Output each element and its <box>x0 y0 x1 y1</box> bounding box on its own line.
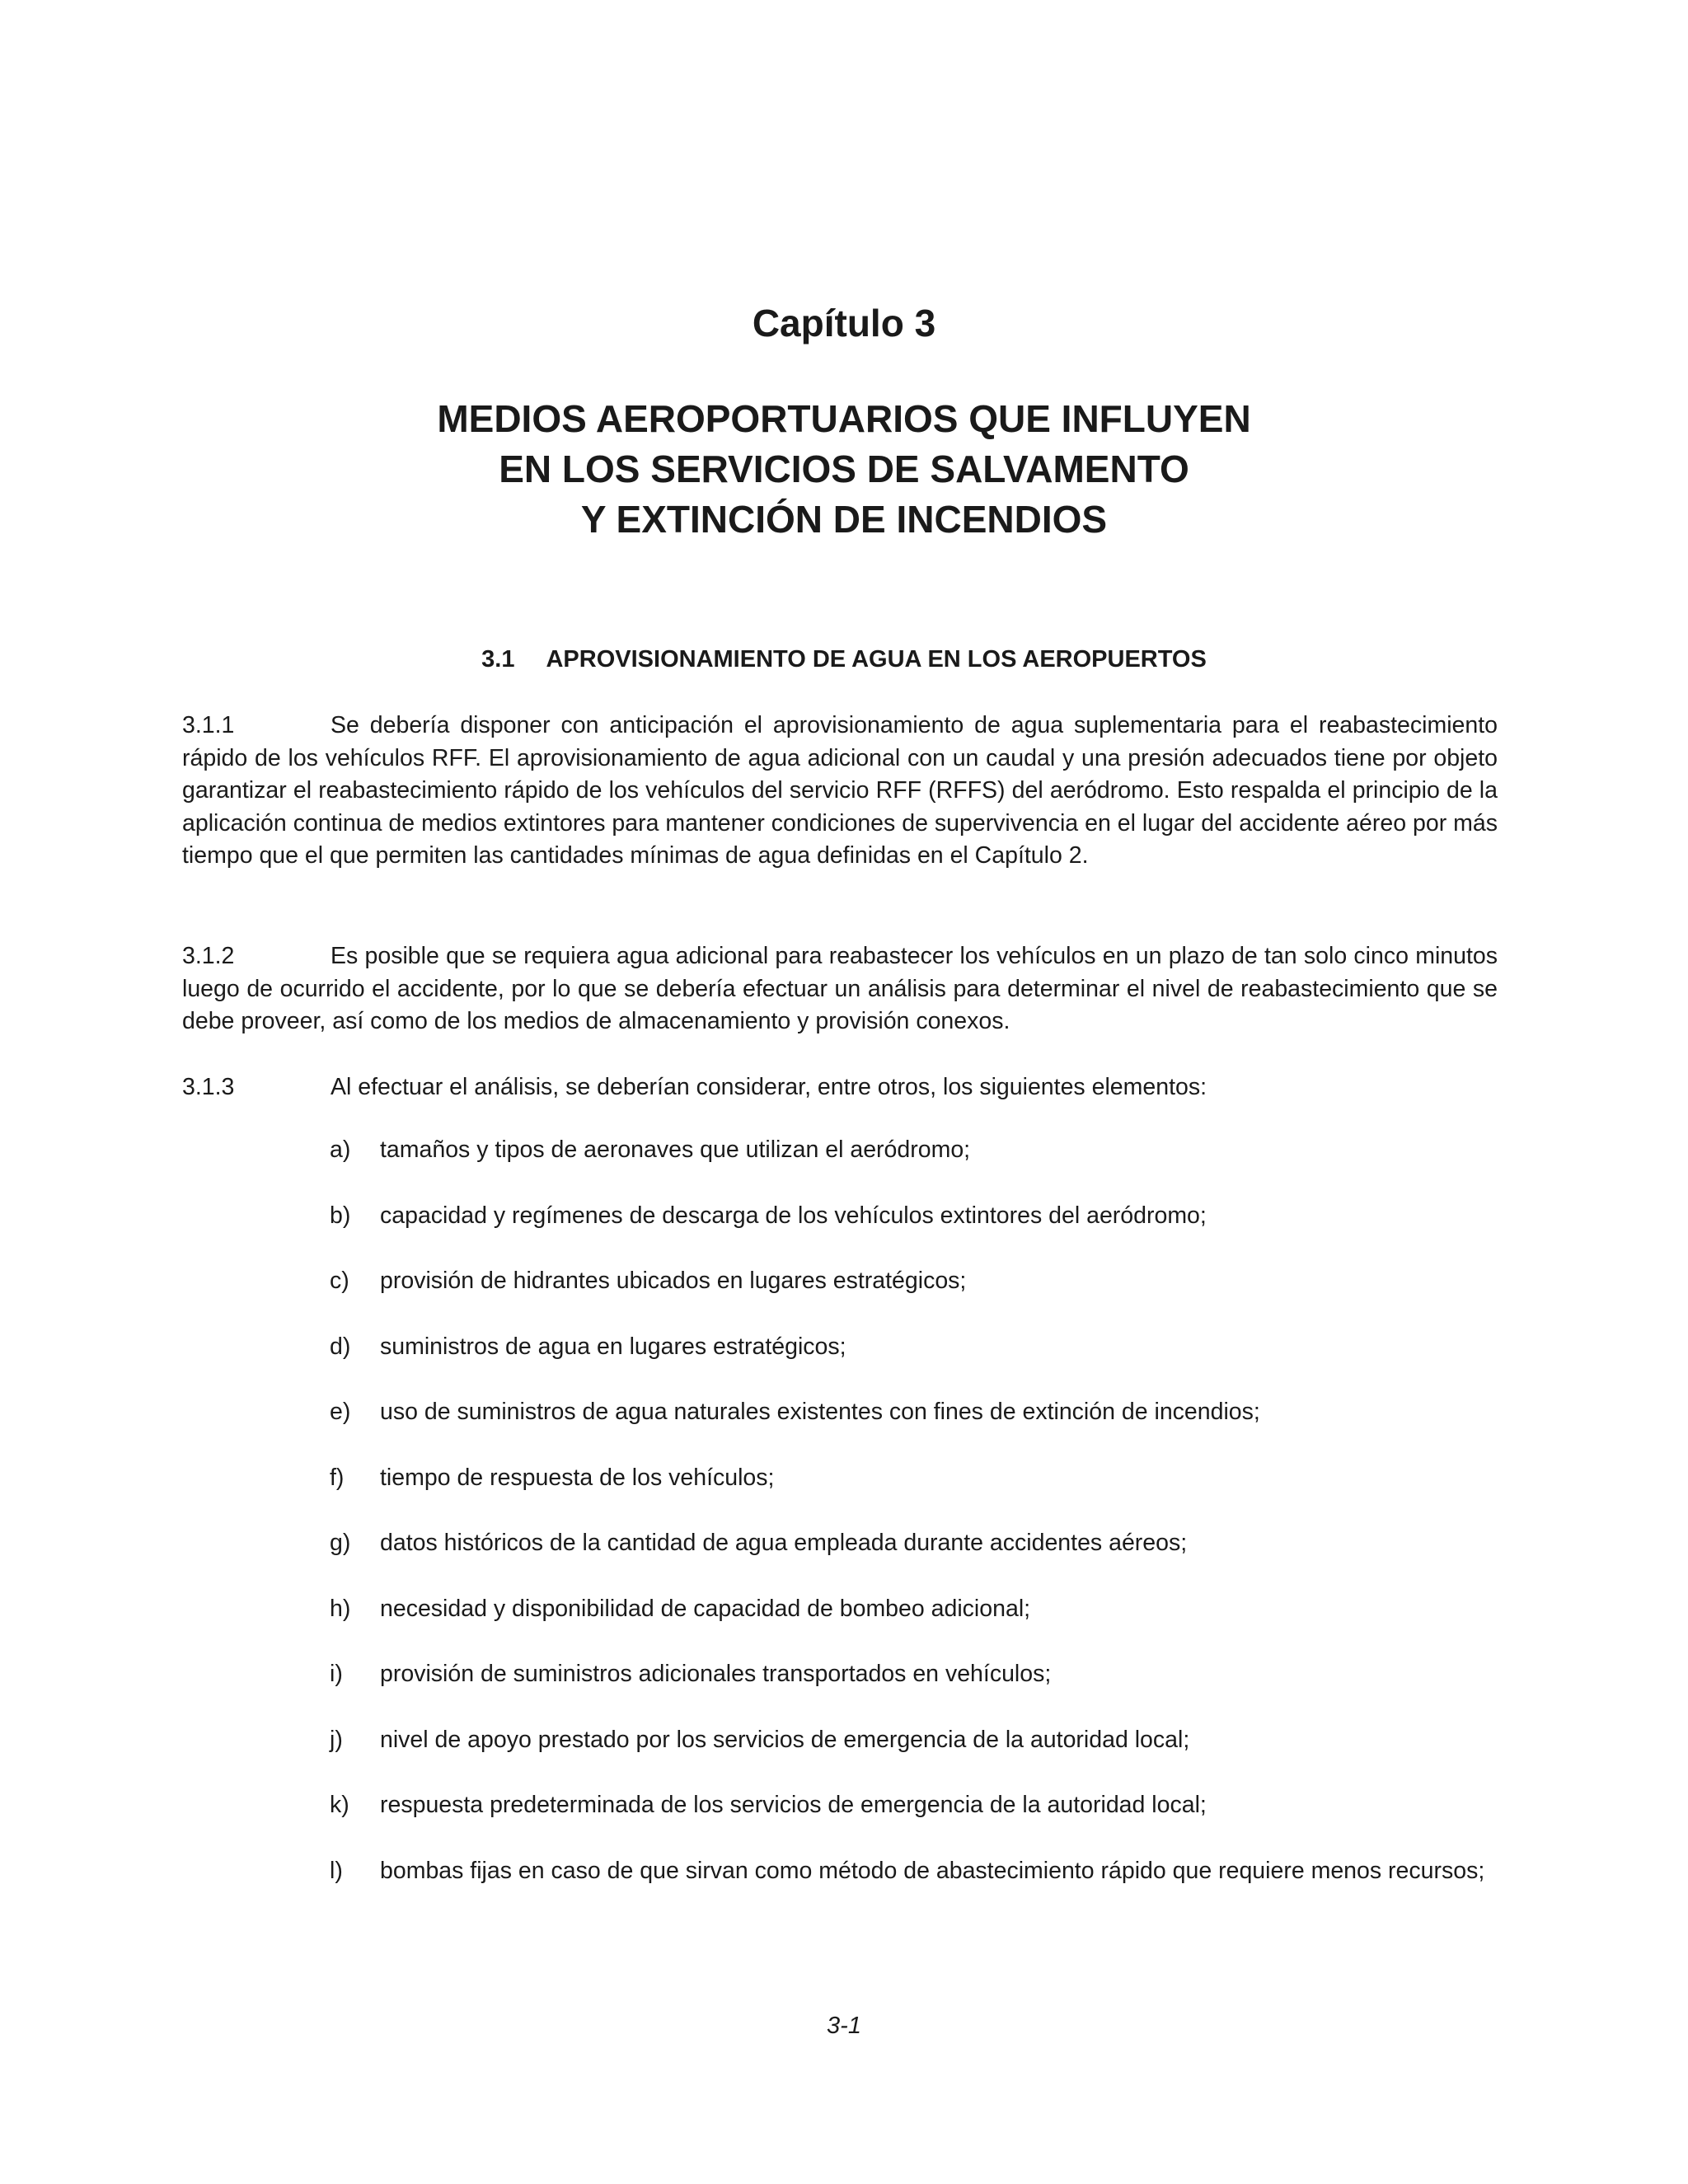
list-item <box>330 1658 1498 1691</box>
list-item <box>330 1855 1498 1888</box>
list-item <box>330 1331 1498 1364</box>
list-item-letter: e) <box>330 1399 351 1425</box>
list-item-text: nivel de apoyo prestado por los servicios de emergencia de la autoridad local; <box>380 1726 1190 1753</box>
considerations-list <box>330 1134 1498 1887</box>
chapter-title-line: Y EXTINCIÓN DE INCENDIOS <box>580 498 1108 541</box>
chapter-title-line: EN LOS SERVICIOS DE SALVAMENTO <box>499 448 1189 490</box>
list-item <box>330 1462 1498 1495</box>
list-item <box>330 1396 1498 1429</box>
chapter-title-line: MEDIOS AEROPORTUARIOS QUE INFLUYEN <box>437 397 1251 440</box>
list-item-text: respuesta predeterminada de los servicios de emergencia de la autoridad local; <box>380 1792 1207 1818</box>
paragraph-number: 3.1.3 <box>182 1074 235 1100</box>
list-item-letter: i) <box>330 1661 343 1687</box>
list-item-letter: l) <box>330 1857 343 1884</box>
list-item <box>330 1200 1498 1233</box>
list-item-letter: c) <box>330 1268 349 1294</box>
list-item-text: tiempo de respuesta de los vehículos; <box>380 1464 775 1491</box>
list-item <box>330 1724 1498 1757</box>
chapter-heading: Capítulo 3 <box>752 302 936 344</box>
list-item-text: tamaños y tipos de aeronaves que utilizan el aeródromo; <box>380 1137 971 1163</box>
list-item-text: provisión de hidrantes ubicados en lugares estratégicos; <box>380 1268 967 1294</box>
list-item-text: suministros de agua en lugares estratégicos; <box>380 1333 846 1360</box>
paragraph-text: Se debería disponer con anticipación el aprovisionamiento de agua suplementaria para el reabastecimiento rápido de los vehículos RFF. El aprovisionamiento de agua adicional con un caudal y una presión adecuados tiene por objeto garantizar el reabastecimiento rápido de los vehículos del servicio RFF (RFFS) del aeródromo. Esto respalda el principio de la aplicación continua de medios extintores para mantener condiciones de supervivencia en el lugar del accidente aéreo por más tiempo que el que permiten las cantidades mínimas de agua definidas en el Capítulo 2. <box>182 712 1498 869</box>
list-item-letter: f) <box>330 1464 345 1491</box>
list-item-text: capacidad y regímenes de descarga de los vehículos extintores del aeródromo; <box>380 1202 1207 1229</box>
list-item <box>330 1134 1498 1167</box>
paragraph-text: Es posible que se requiera agua adicional para reabastecer los vehículos en un plazo de tan solo cinco minutos luego de ocurrido el accidente, por lo que se debería efectuar un análisis para determinar el nivel de reabastecimiento que se debe proveer, así como de los medios de almacenamiento y provisión conexos. <box>182 943 1498 1034</box>
paragraph-3-1-1 <box>182 710 1498 873</box>
section-number: 3.1 <box>481 646 515 673</box>
list-item-letter: g) <box>330 1530 351 1556</box>
list-item-letter: b) <box>330 1202 351 1229</box>
list-item <box>330 1593 1498 1626</box>
chapter-title <box>0 394 1688 545</box>
list-item-letter: j) <box>330 1726 343 1753</box>
list-item-text: datos históricos de la cantidad de agua empleada durante accidentes aéreos; <box>380 1530 1188 1556</box>
paragraph-text: Al efectuar el análisis, se deberían considerar, entre otros, los siguientes elementos: <box>331 1074 1207 1100</box>
list-item-text: bombas fijas en caso de que sirvan como método de abastecimiento rápido que requiere menos recursos; <box>380 1857 1485 1884</box>
page-number: 3-1 <box>827 2013 861 2039</box>
paragraph-3-1-3 <box>182 1071 1498 1104</box>
list-item <box>330 1527 1498 1560</box>
list-item-letter: k) <box>330 1792 349 1818</box>
list-item-text: necesidad y disponibilidad de capacidad de bombeo adicional; <box>380 1595 1031 1622</box>
paragraph-number: 3.1.2 <box>182 943 235 969</box>
list-item-letter: h) <box>330 1595 351 1622</box>
list-item-text: uso de suministros de agua naturales existentes con fines de extinción de incendios; <box>380 1399 1260 1425</box>
section-title: APROVISIONAMIENTO DE AGUA EN LOS AEROPUERTOS <box>546 646 1207 673</box>
paragraph-3-1-2 <box>182 940 1498 1038</box>
paragraph-number: 3.1.1 <box>182 712 235 738</box>
list-item-letter: a) <box>330 1137 351 1163</box>
list-item <box>330 1265 1498 1298</box>
list-item-text: provisión de suministros adicionales transportados en vehículos; <box>380 1661 1052 1687</box>
list-item-letter: d) <box>330 1333 351 1360</box>
section-heading <box>0 643 1688 676</box>
list-item <box>330 1789 1498 1822</box>
